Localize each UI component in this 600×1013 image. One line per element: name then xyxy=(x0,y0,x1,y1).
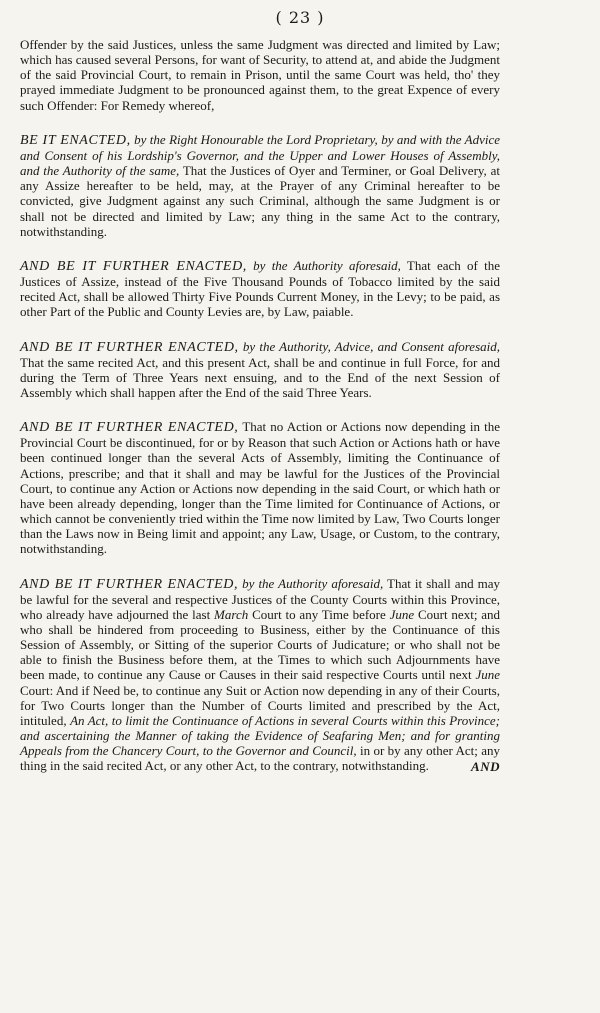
paragraph-text: That the same recited Act, and this present Act, shall be and continue in full Force, for and during the Term of Three Years next ensuing, and to the End of the next Session of Assembly which shall happen after the End of the said Three Years. xyxy=(20,354,500,400)
paragraph-enactment-1 xyxy=(20,132,500,239)
court-month: June xyxy=(389,606,415,622)
enacting-clause: AND BE IT FURTHER ENACTED, xyxy=(20,258,247,274)
paragraph-text: Court to any Time before xyxy=(252,606,386,622)
paragraph-text: That it shall and may be lawful for the several and respective Justices of the County Courts within this Province, who already have adjourned the last xyxy=(20,575,501,622)
act-title: An Act, to limit the Continuance of Actions in several Courts within this Province; and ascertaining the Manner of taking the Evidence of Seafaring Men; and for granting Appeals from the Chancery Court, to the Governor and Council, xyxy=(20,712,501,759)
paragraph-text: That each of the Justices of Assize, instead of the Five Thousand Pounds of Tobacco limited by the said recited Act, shall be allowed Thirty Five Pounds Current Money, in the Levy; to be paid, as other Part of the Public and County Levies are, by Law, paiable. xyxy=(20,257,501,320)
enacting-clause: BE IT ENACTED, xyxy=(20,132,131,148)
authority-clause: by the Authority aforesaid, xyxy=(253,257,401,273)
document-body xyxy=(20,37,500,774)
enacting-clause: AND BE IT FURTHER ENACTED, xyxy=(20,576,239,592)
paragraph-preamble xyxy=(20,37,500,113)
court-month: March xyxy=(214,606,249,622)
paragraph-enactment-2 xyxy=(20,258,500,320)
page-number: ( 23 ) xyxy=(275,8,325,27)
paragraph-enactment-3 xyxy=(20,339,500,401)
paragraph-enactment-4 xyxy=(20,419,500,556)
enacting-clause: AND BE IT FURTHER ENACTED, xyxy=(20,339,239,355)
catchword: AND xyxy=(471,758,500,774)
paragraph-text: Offender by the said Justices, unless the same Judgment was directed and limited by Law; which has caused several Persons, for want of Security, to attend at, and abide the Judgment of the said Provincial Court, to remain in Prison, until the same Court was held, tho' they prayed immediate Judgment to be pronounced against them, to the great Expence of every such Offender: For Remedy whereof, xyxy=(20,37,500,113)
paragraph-text: That no Action or Actions now depending in the Provincial Court be discontinued, for or by Reason that such Action or Actions hath or have been continued longer than the several Acts of Assembly, limiting the Continuance of Actions, prescribe; and that it shall and may be lawful for the Justices of the Provincial Court, to continue any Action or Actions now depending in the said Court, or which hath or have been already depending, longer than the Time limited for Continuance of Actions, or which cannot be conveniently tried within the Time now limited by Law, Two Courts longer than the Laws now in Being limit and appoint; any Law, Usage, or Custom, to the contrary, notwithstanding. xyxy=(20,419,501,557)
paragraph-text: Court: And if Need be, to continue any Suit or Action now depending in any of their Courts, for Two Courts longer than the Number of Courts limited and prescribed by the Act, intituled, xyxy=(20,682,500,728)
authority-clause: by the Right Honourable the Lord Proprietary, by and with the Advice and Consent of his Lordship's Governor, and the Upper and Lower Houses of Assembly, and the Authority of the same, xyxy=(20,131,500,179)
authority-clause: by the Authority aforesaid, xyxy=(242,575,384,591)
enacting-clause: AND BE IT FURTHER ENACTED, xyxy=(20,420,239,436)
authority-clause: by the Authority, Advice, and Consent aforesaid, xyxy=(242,338,500,354)
court-month: June xyxy=(475,667,500,683)
paragraph-text: Court next; and who shall be hindered from proceeding to Business, either by the Continuance of this Session of Assembly, or Sitting of the superior Courts of Judicature; or who shall not be able to finish the Business before them, at the Times to which such Adjournments have been made, to continue any Cause or Causes in their said respective Courts until next xyxy=(20,606,501,683)
paragraph-text: in or by any other Act; any thing in the said recited Act, or any other Act, to the contrary, notwithstanding. xyxy=(20,743,500,774)
paragraph-text: That the Justices of Oyer and Terminer, or Goal Delivery, at any Assize hereafter to be held, may, at the Prayer of any Criminal hereafter to be convicted, give Judgment against any such Criminal, although the same Judgment is or shall not be directed and limited by Law; any thing in the same Act to the contrary, notwithstanding. xyxy=(20,163,500,239)
paragraph-enactment-5 xyxy=(20,576,500,774)
